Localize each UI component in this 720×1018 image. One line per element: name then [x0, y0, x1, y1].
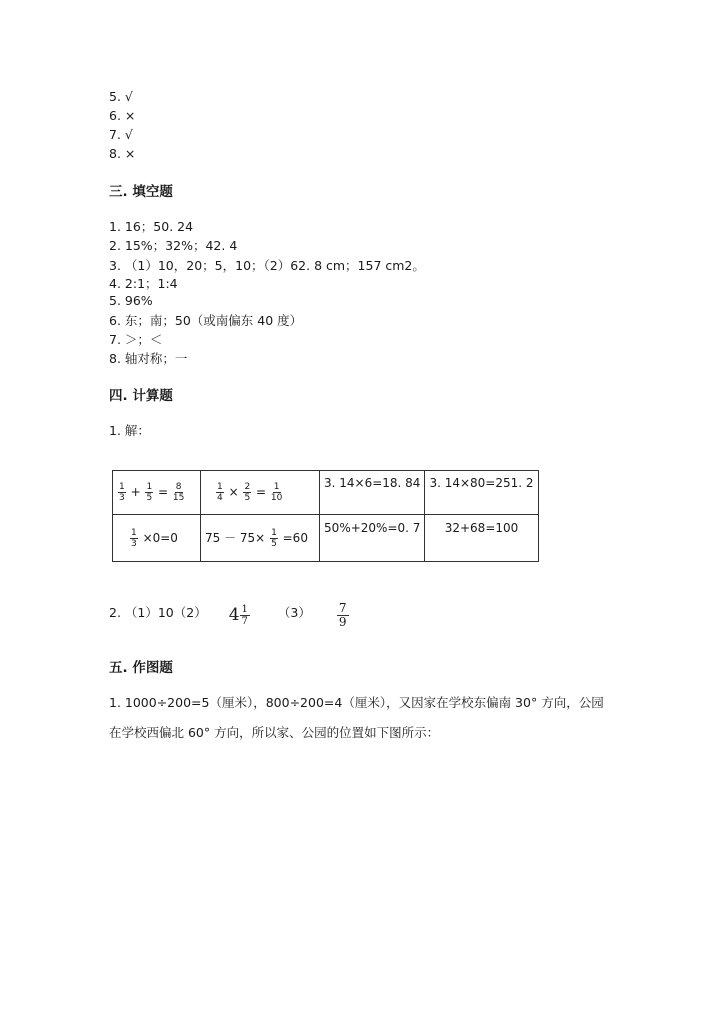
- answer-line: 7. √: [109, 127, 133, 142]
- question-2-label: （3）: [277, 605, 311, 620]
- fraction: $\frac{1}{3}$: [119, 482, 125, 503]
- answer-line: 3. （1）10，20；5，10；（2）62. 8 cm；157 cm2。: [109, 258, 425, 273]
- answer-line: 7. ＞；＜: [109, 332, 163, 347]
- table-cell: 75 － 75× $\frac{1}{5}$ =60: [201, 515, 320, 562]
- answer-line: 5. √: [109, 89, 133, 104]
- answer-line: 6. 东；南；50（或南偏东 40 度）: [109, 313, 303, 328]
- fraction: $\frac{1}{10}$: [270, 482, 283, 503]
- fraction: $\frac{7}{9}$: [338, 600, 347, 629]
- table-cell: 3. 14×6=18. 84: [320, 471, 425, 515]
- table-cell: 50%+20%=0. 7: [320, 515, 425, 562]
- section-heading: 五. 作图题: [109, 660, 173, 676]
- answer-line: 4. 2:1；1:4: [109, 276, 178, 291]
- fraction: $\frac{2}{5}$: [244, 482, 251, 503]
- fraction: $\frac{1}{5}$: [146, 482, 153, 503]
- table-cell: $\frac{1}{3}$ ×0=0: [113, 515, 201, 562]
- answer-paragraph: 1. 1000÷200=5（厘米），800÷200=4（厘米），又因家在学校东偏南 30° 方向，公园在学校西偏北 60° 方向，所以家、公园的位置如下图所示：: [109, 695, 604, 740]
- fraction: $\frac{1}{5}$: [271, 527, 277, 549]
- answer-line: 2. 15%；32%；42. 4: [109, 238, 238, 253]
- question-2: [109, 600, 349, 630]
- answer-line: 6. ×: [109, 108, 136, 123]
- mixed-number: 4 $\frac{1}{7}$: [228, 603, 248, 627]
- answer-line: 8. 轴对称；一: [109, 351, 188, 366]
- fraction: $\frac{1}{3}$: [131, 527, 137, 549]
- fraction: $\frac{8}{15}$: [172, 482, 185, 503]
- table-cell: 3. 14×80=251. 2: [425, 471, 538, 515]
- table-cell: $\frac{1}{4}$ × $\frac{2}{5}$ = $\frac{1}{10}$: [201, 471, 320, 515]
- answer-line: 1. 16；50. 24: [109, 219, 194, 234]
- section-heading: 三. 填空题: [109, 184, 173, 200]
- question-2-label: 2. （1）10（2）: [109, 605, 207, 620]
- fraction: $\frac{1}{4}$: [217, 482, 223, 503]
- answer-line: 8. ×: [109, 146, 136, 161]
- table-cell: $\frac{1}{3}$ + $\frac{1}{5}$ = $\frac{8}{15}$: [113, 471, 201, 515]
- section-heading: 四. 计算题: [109, 388, 173, 404]
- answer-line: 5. 96%: [109, 293, 153, 308]
- calculation-table: [112, 470, 539, 562]
- question-label: 1. 解：: [109, 423, 150, 438]
- table-cell: 32+68=100: [425, 515, 538, 562]
